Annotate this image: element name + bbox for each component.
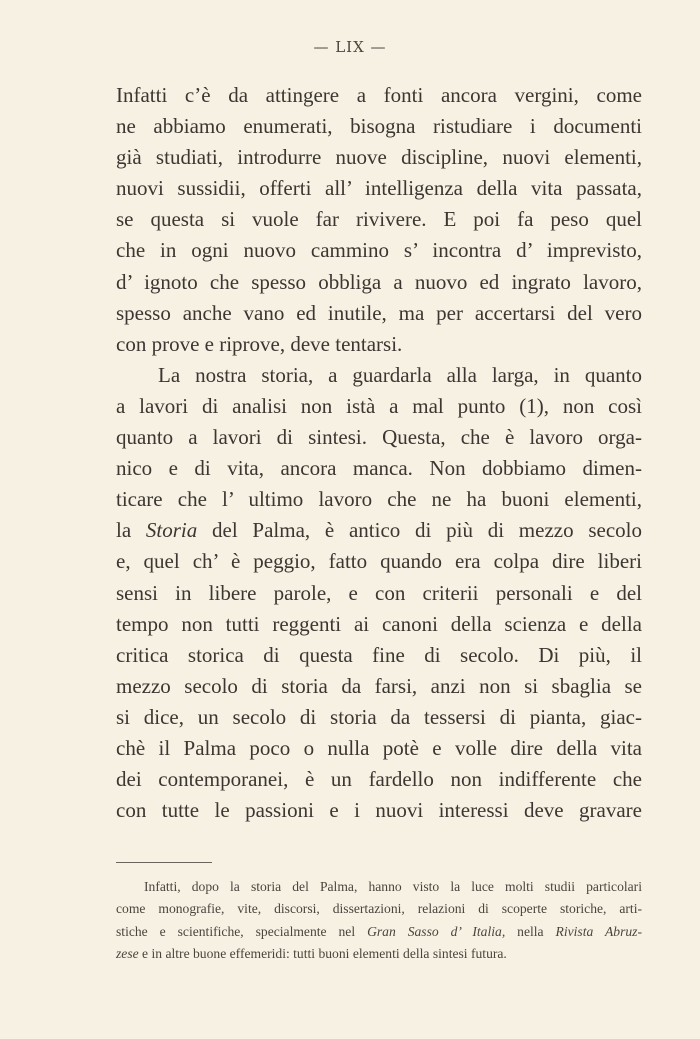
text-line: dei contemporanei, è un fardello non indifferente che <box>116 767 642 792</box>
text-fragment: del Palma, è antico di più di mezzo secolo <box>197 518 643 543</box>
running-head: — LIX — <box>313 38 387 56</box>
text-line: si dice, un secolo di storia da tessersi di pianta, giac- <box>116 704 642 729</box>
footnote <box>116 876 642 965</box>
text-line: e, quel ch’ è peggio, fatto quando era colpa dire liberi <box>116 549 642 574</box>
text-line: nico e di vita, ancora manca. Non dobbiamo dimen- <box>116 456 642 481</box>
text-line: d’ ignoto che spesso obbliga a nuovo ed ingrato lavoro, <box>116 269 642 294</box>
text-line: se questa si vuole far rivivere. E poi fa peso quel <box>116 207 642 232</box>
text-fragment: stiche e scientifiche, specialmente nel <box>116 923 368 939</box>
footnote-line <box>116 921 642 943</box>
text-line: tempo non tutti reggenti ai canoni della scienza e della <box>116 611 642 636</box>
footnote-rule <box>116 862 212 863</box>
italic-title: zese <box>116 945 139 961</box>
text-line: che in ogni nuovo cammino s’ incontra d’ imprevisto, <box>116 238 642 263</box>
italic-title: Gran Sasso d’ Italia, <box>367 923 506 939</box>
text-line: quanto a lavori di sintesi. Questa, che è lavoro orga- <box>116 425 642 450</box>
italic-title: Storia <box>145 518 198 543</box>
text-line: già studiati, introdurre nuove discipline, nuovi elementi, <box>116 145 642 170</box>
text-fragment: la <box>116 518 146 543</box>
text-line: a lavori di analisi non istà a mal punto (1), non così <box>116 393 642 418</box>
text-line: sensi in libere parole, e con criterii personali e del <box>116 580 642 605</box>
text-line: critica storica di questa fine di secolo. Di più, il <box>116 642 642 667</box>
text-line: nuovi sussidii, offerti all’ intelligenza della vita passata, <box>116 176 642 201</box>
footnote-line <box>116 943 642 965</box>
text-fragment: nella <box>505 923 556 939</box>
footnote-line: come monografie, vite, discorsi, dissertazioni, relazioni di scoperte storiche, arti- <box>116 901 642 917</box>
main-text <box>116 80 642 826</box>
text-line: mezzo secolo di storia da farsi, anzi non si sbaglia se <box>116 673 642 698</box>
text-line: ne abbiamo enumerati, bisogna ristudiare i documenti <box>116 114 642 139</box>
text-line: spesso anche vano ed inutile, ma per accertarsi del vero <box>116 300 642 325</box>
text-line: ticare che l’ ultimo lavoro che ne ha buoni elementi, <box>116 487 642 512</box>
italic-title: Rivista Abruz- <box>555 923 642 939</box>
text-line: La nostra storia, a guardarla alla larga, in quanto <box>158 362 642 387</box>
text-line: chè il Palma poco o nulla potè e volle dire della vita <box>116 735 642 760</box>
text-line: Infatti c’è da attingere a fonti ancora vergini, come <box>116 83 642 107</box>
text-line: con tutte le passioni e i nuovi interessi deve gravare <box>116 798 642 823</box>
text-line <box>116 515 642 546</box>
footnote-line: Infatti, dopo la storia del Palma, hanno visto la luce molti studii particolari <box>144 879 642 894</box>
text-fragment: e in altre buone effemeridi: tutti buoni elementi della sintesi futura. <box>138 945 507 961</box>
text-line: con prove e riprove, deve tentarsi. <box>116 331 403 356</box>
